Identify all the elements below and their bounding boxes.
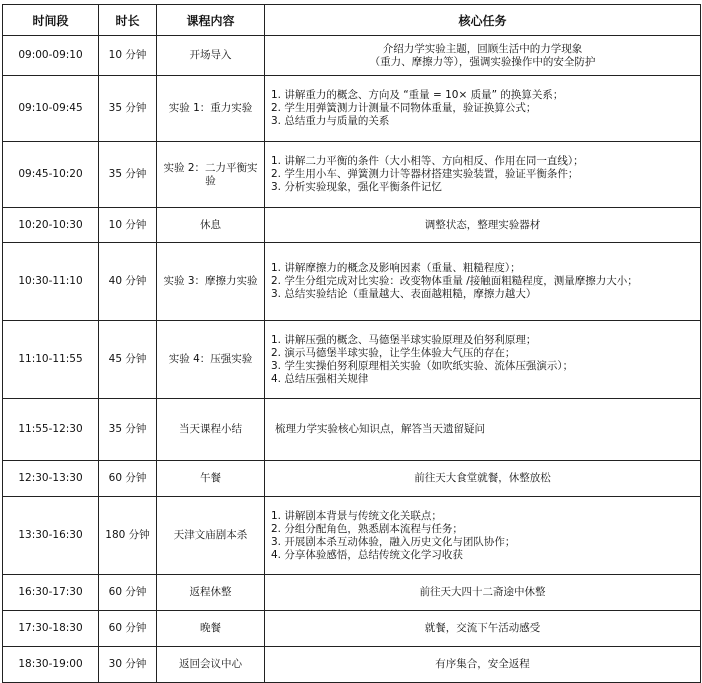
table-row [3,461,701,497]
table-row [3,575,701,611]
task-cell [265,142,701,208]
task-cell [265,611,701,647]
duration-cell: 35 分钟 [99,76,157,142]
table-row [3,36,701,76]
duration-cell: 40 分钟 [99,243,157,321]
schedule-table [2,4,701,683]
table-row [3,611,701,647]
task-item: 2. 学生用弹簧测力计测量不同物体重量，验证换算公式； [271,102,537,114]
task-item: 1. 讲解二力平衡的条件（大小相等、方向相反、作用在同一直线）； [271,155,584,167]
task-text: 有序集合，安全返程 [435,658,530,670]
time-cell: 09:10-09:45 [3,76,99,142]
task-item: 2. 演示马德堡半球实验，让学生体验大气压的存在； [271,346,516,359]
time-cell: 10:20-10:30 [3,208,99,243]
table-row [3,497,701,575]
duration-cell: 10 分钟 [99,36,157,76]
task-text: 前往天大四十二斋途中休整 [419,586,546,598]
duration-cell: 10 分钟 [99,208,157,243]
header-duration: 时长 [99,5,157,36]
duration-cell: 45 分钟 [99,321,157,399]
course-cell: 天津文庙剧本杀 [157,497,265,575]
duration-cell: 180 分钟 [99,497,157,575]
course-cell: 实验 3：摩擦力实验 [157,243,265,321]
table-row [3,399,701,461]
task-item: 1. 讲解摩擦力的概念及影响因素（重量、粗糙程度）； [271,262,521,274]
time-cell: 10:30-11:10 [3,243,99,321]
course-cell: 午餐 [157,461,265,497]
task-text: 就餐，交流下午活动感受 [424,622,541,634]
task-item: 4. 总结压强相关规律 [271,372,369,385]
course-cell: 实验 4：压强实验 [157,321,265,399]
duration-cell: 60 分钟 [99,611,157,647]
task-text: 梳理力学实验核心知识点，解答当天遗留疑问 [275,423,485,435]
course-cell: 实验 1：重力实验 [157,76,265,142]
task-line: （重力、摩擦力等），强调实验操作中的安全防护 [369,55,596,68]
task-cell [265,36,701,76]
course-cell: 当天课程小结 [157,399,265,461]
task-cell [265,497,701,575]
course-cell: 返回会议中心 [157,647,265,683]
duration-cell: 60 分钟 [99,575,157,611]
table-header-row [3,5,701,36]
task-text: 前往天大食堂就餐，休整放松 [414,472,551,484]
header-task: 核心任务 [265,5,701,36]
duration-cell: 60 分钟 [99,461,157,497]
time-cell: 13:30-16:30 [3,497,99,575]
task-item: 4. 分享体验感悟，总结传统文化学习收获 [271,548,463,561]
task-cell [265,461,701,497]
task-cell [265,399,701,461]
task-cell [265,208,701,243]
task-item: 1. 讲解压强的概念、马德堡半球实验原理及伯努利原理； [271,333,537,346]
task-cell [265,76,701,142]
task-item: 2. 分组分配角色，熟悉剧本流程与任务； [271,522,463,535]
table-row [3,142,701,208]
course-cell: 实验 2：二力平衡实验 [157,142,265,208]
table-row [3,647,701,683]
task-cell [265,647,701,683]
task-text: 调整状态，整理实验器材 [424,218,541,231]
header-course: 课程内容 [157,5,265,36]
course-cell: 开场导入 [157,36,265,76]
time-cell: 16:30-17:30 [3,575,99,611]
table-row [3,76,701,142]
course-cell: 休息 [157,208,265,243]
task-item: 1. 讲解重力的概念、方向及 “重量 = 10× 质量” 的换算关系； [271,89,564,101]
time-cell: 09:00-09:10 [3,36,99,76]
task-item: 2. 学生用小车、弹簧测力计等器材搭建实验装置，验证平衡条件； [271,168,579,180]
task-line: 介绍力学实验主题，回顾生活中的力学现象 [382,42,583,55]
time-cell: 12:30-13:30 [3,461,99,497]
header-time: 时间段 [3,5,99,36]
course-cell: 晚餐 [157,611,265,647]
task-item: 3. 学生实操伯努利原理相关实验（如吹纸实验、流体压强演示）； [271,359,574,372]
time-cell: 18:30-19:00 [3,647,99,683]
duration-cell: 35 分钟 [99,142,157,208]
task-item: 3. 开展剧本杀互动体验，融入历史文化与团队协作； [271,535,516,548]
table-row [3,321,701,399]
task-cell [265,243,701,321]
time-cell: 11:10-11:55 [3,321,99,399]
table-row [3,243,701,321]
time-cell: 17:30-18:30 [3,611,99,647]
task-cell [265,575,701,611]
time-cell: 11:55-12:30 [3,399,99,461]
table-row [3,208,701,243]
task-item: 3. 总结重力与质量的关系 [271,115,390,127]
duration-cell: 30 分钟 [99,647,157,683]
task-item: 3. 总结实验结论（重量越大、表面越粗糙，摩擦力越大） [271,288,537,300]
duration-cell: 35 分钟 [99,399,157,461]
task-item: 3. 分析实验现象，强化平衡条件记忆 [271,181,442,193]
course-cell: 返程休整 [157,575,265,611]
task-item: 1. 讲解剧本背景与传统文化关联点； [271,509,442,522]
time-cell: 09:45-10:20 [3,142,99,208]
task-cell [265,321,701,399]
task-item: 2. 学生分组完成对比实验：改变物体重量 /接触面粗糙程度，测量摩擦力大小； [271,275,638,287]
